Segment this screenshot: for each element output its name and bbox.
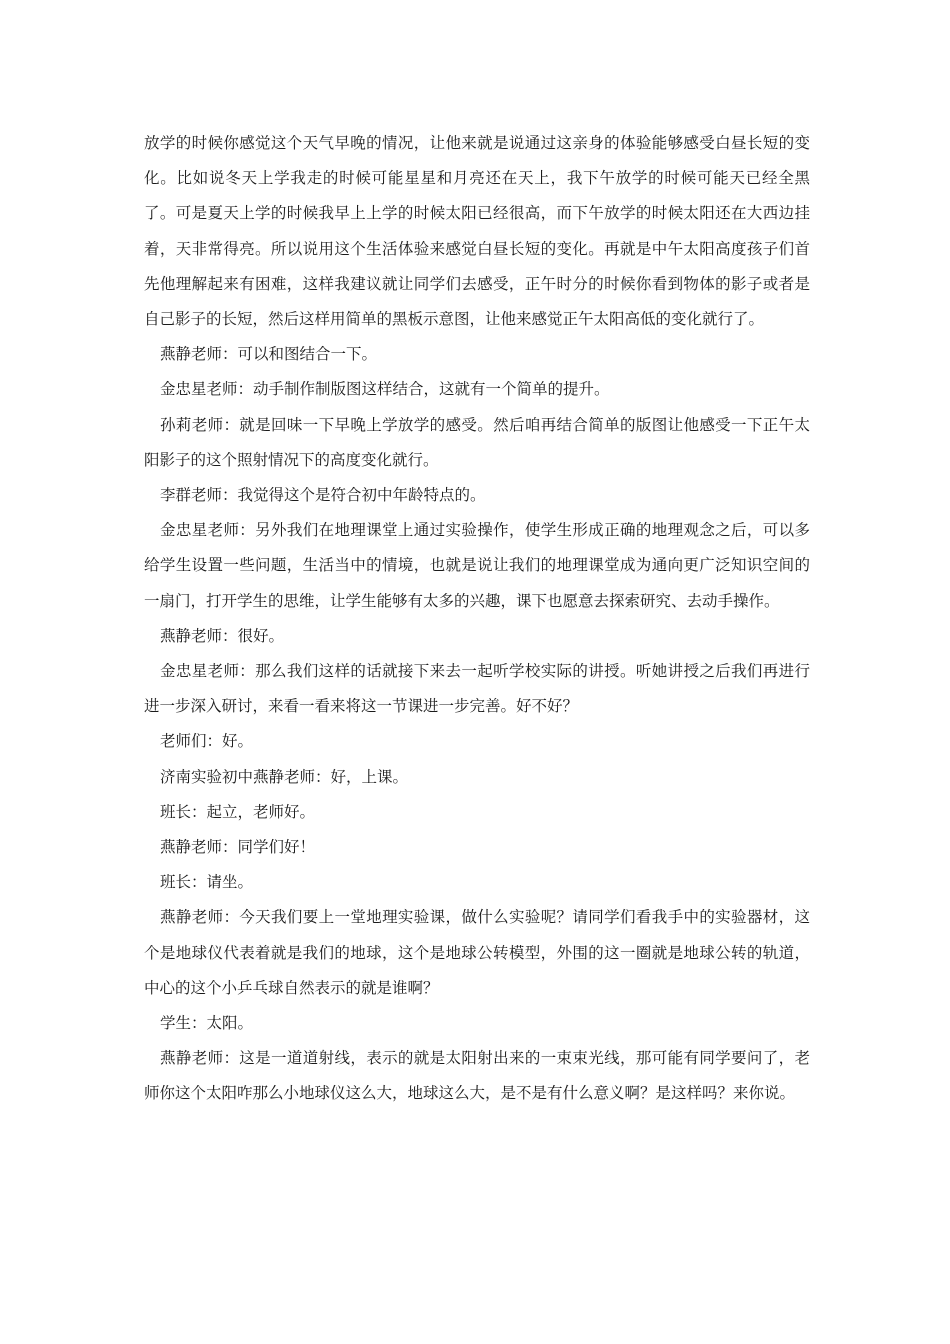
paragraph-jinzhongxing-3: 金忠星老师：那么我们这样的话就接下来去一起听学校实际的讲授。听她讲授之后我们再进行进一步深入研讨，来看一看来将这一节课进一步完善。好不好？ bbox=[144, 662, 810, 716]
paragraph-liqun-1: 李群老师：我觉得这个是符合初中年龄特点的。 bbox=[160, 486, 486, 505]
document-body bbox=[144, 126, 810, 1112]
paragraph-monitor-2: 班长：请坐。 bbox=[160, 873, 254, 892]
paragraph-monitor-1: 班长：起立，老师好。 bbox=[160, 802, 316, 821]
paragraph-jinzhongxing-1: 金忠星老师：动手制作制版图这样结合，这就有一个简单的提升。 bbox=[160, 380, 610, 399]
paragraph-yanjing-5: 燕静老师：今天我们要上一堂地理实验课，做什么实验呢？请同学们看我手中的实验器材，这个是地球仪代表着就是我们的地球，这个是地球公转模型，外围的这一圈就是地球公转的轨道，中心的这个小乒乓球自然表示的就是谁啊？ bbox=[144, 908, 810, 997]
paragraph-yanjing-4: 燕静老师：同学们好！ bbox=[160, 838, 316, 857]
paragraph-yanjing-3: 济南实验初中燕静老师：好，上课。 bbox=[160, 767, 409, 786]
paragraph-sunli-1: 孙莉老师：就是回味一下早晚上学放学的感受。然后咱再结合简单的版图让他感受一下正午太阳影子的这个照射情况下的高度变化就行。 bbox=[144, 415, 810, 469]
paragraph-continuation: 放学的时候你感觉这个天气早晚的情况，让他来就是说通过这亲身的体验能够感受白昼长短的变化。比如说冬天上学我走的时候可能星星和月亮还在天上，我下午放学的时候可能天已经全黑了。可是夏天上学的时候我早上上学的时候太阳已经很高，而下午放学的时候太阳还在大西边挂着，天非常得亮。所以说用这个生活体验来感觉白昼长短的变化。再就是中午太阳高度孩子们首先他理解起来有困难，这样我建议就让同学们去感受，正午时分的时候你看到物体的影子或者是自己影子的长短，然后这样用简单的黑板示意图，让他来感觉正午太阳高低的变化就行了。 bbox=[144, 134, 810, 329]
paragraph-yanjing-1: 燕静老师：可以和图结合一下。 bbox=[160, 345, 378, 364]
paragraph-yanjing-6: 燕静老师：这是一道道射线，表示的就是太阳射出来的一束束光线，那可能有同学要问了，老师你这个太阳咋那么小地球仪这么大，地球这么大，是不是有什么意义啊？是这样吗？来你说。 bbox=[144, 1049, 810, 1103]
paragraph-student: 学生：太阳。 bbox=[160, 1014, 254, 1033]
paragraph-jinzhongxing-2: 金忠星老师：另外我们在地理课堂上通过实验操作，使学生形成正确的地理观念之后，可以多给学生设置一些问题，生活当中的情境，也就是说让我们的地理课堂成为通向更广泛知识空间的一扇门，打开学生的思维，让学生能够有太多的兴趣，课下也愿意去探索研究、去动手操作。 bbox=[144, 521, 810, 610]
paragraph-teachers: 老师们：好。 bbox=[160, 732, 254, 751]
paragraph-yanjing-2: 燕静老师：很好。 bbox=[160, 626, 285, 645]
